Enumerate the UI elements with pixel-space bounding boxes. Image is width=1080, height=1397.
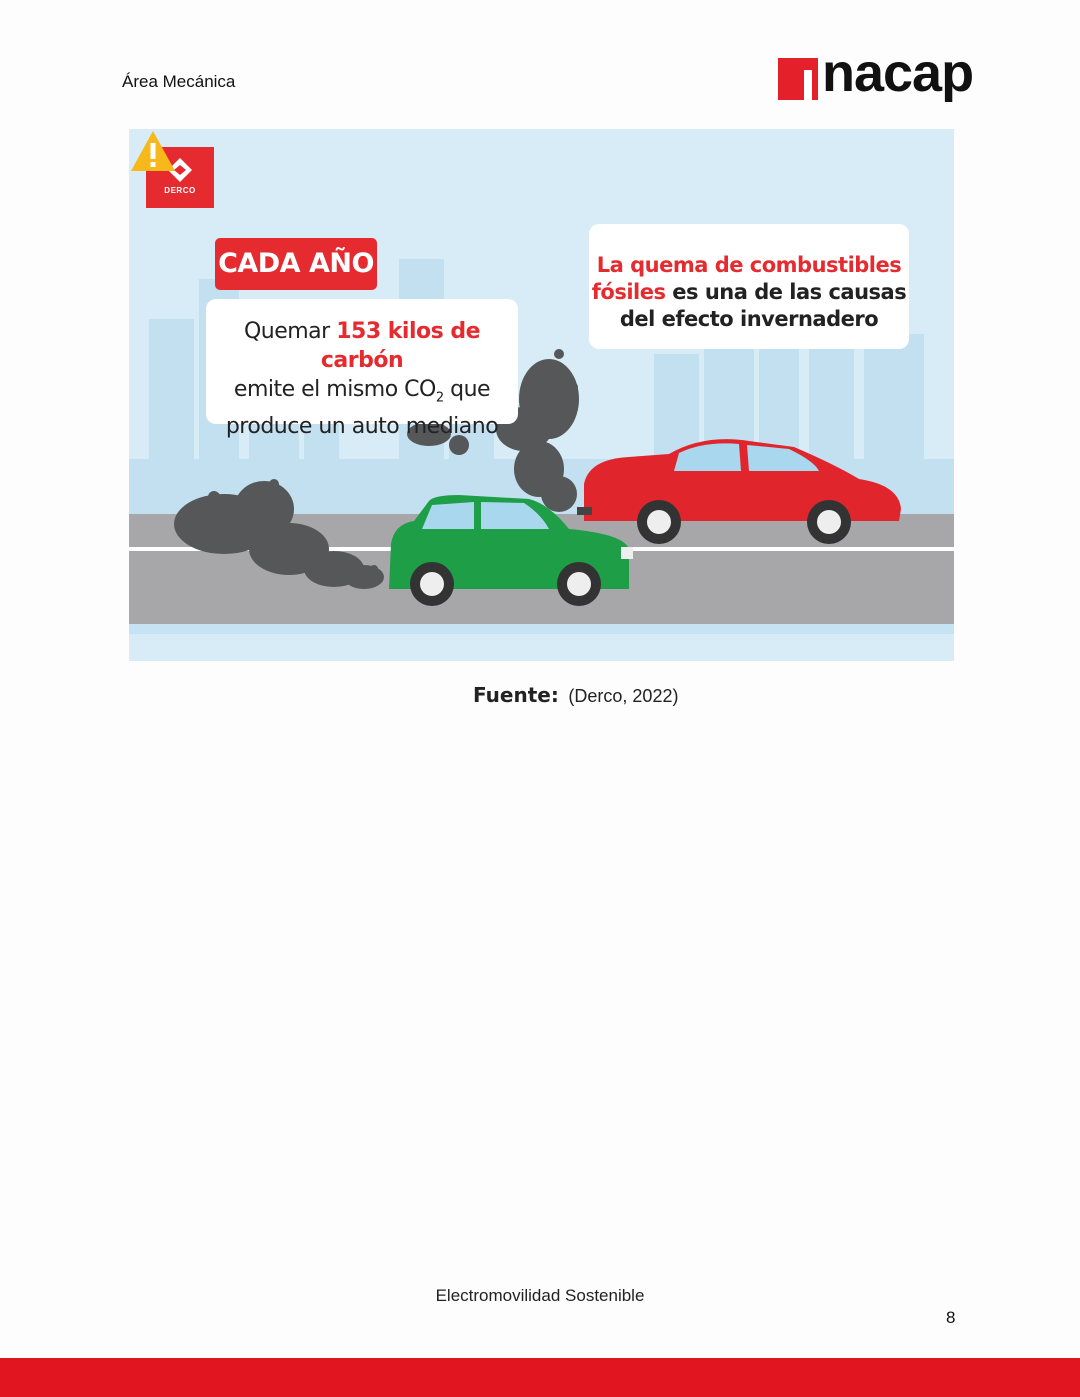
coal-fact-card: [206, 299, 518, 440]
caption-label: Fuente:: [473, 683, 559, 707]
inacap-logo: [778, 43, 974, 112]
page-number: 8: [946, 1308, 956, 1327]
fossil-fuel-line-1: La quema de combustibles: [596, 253, 902, 277]
derco-logo-text: DERCO: [164, 186, 196, 195]
co2-subscript: 2: [435, 390, 444, 406]
caption-source: (Derco, 2022): [568, 686, 679, 706]
coal-fact-line-1: [206, 317, 518, 375]
fossil-fuel-line-2: [589, 279, 909, 306]
fossil-fuel-line-2-rest: es una de las causas: [665, 280, 907, 304]
coal-fact-prefix: Quemar: [243, 319, 337, 344]
warning-icon: [129, 129, 177, 173]
fossil-fuel-line-3: del efecto invernadero: [619, 307, 879, 331]
footer-title: Electromovilidad Sostenible: [435, 1286, 645, 1305]
coal-fact-line-3: produce un auto mediano: [225, 414, 499, 440]
coal-fact-highlight: 153 kilos de carbón: [320, 319, 481, 373]
logo-mark-icon: [778, 58, 818, 100]
figure-caption: [473, 683, 678, 708]
fossil-fuel-card: [589, 224, 909, 349]
header-area-label: Área Mecánica: [122, 72, 236, 91]
infographic-figure: [129, 129, 954, 661]
coal-fact-line-2-pre: emite el mismo CO: [233, 377, 436, 402]
road-edge: [129, 624, 954, 634]
coal-fact-line-2-post: que: [443, 377, 491, 402]
fossil-fuel-highlight: fósiles: [591, 280, 666, 304]
logo-wordmark: nacap: [822, 43, 974, 103]
cada-ano-badge: CADA AÑO: [215, 238, 377, 290]
footer-bar: [0, 1358, 1080, 1397]
coal-fact-line-2: [206, 375, 518, 412]
